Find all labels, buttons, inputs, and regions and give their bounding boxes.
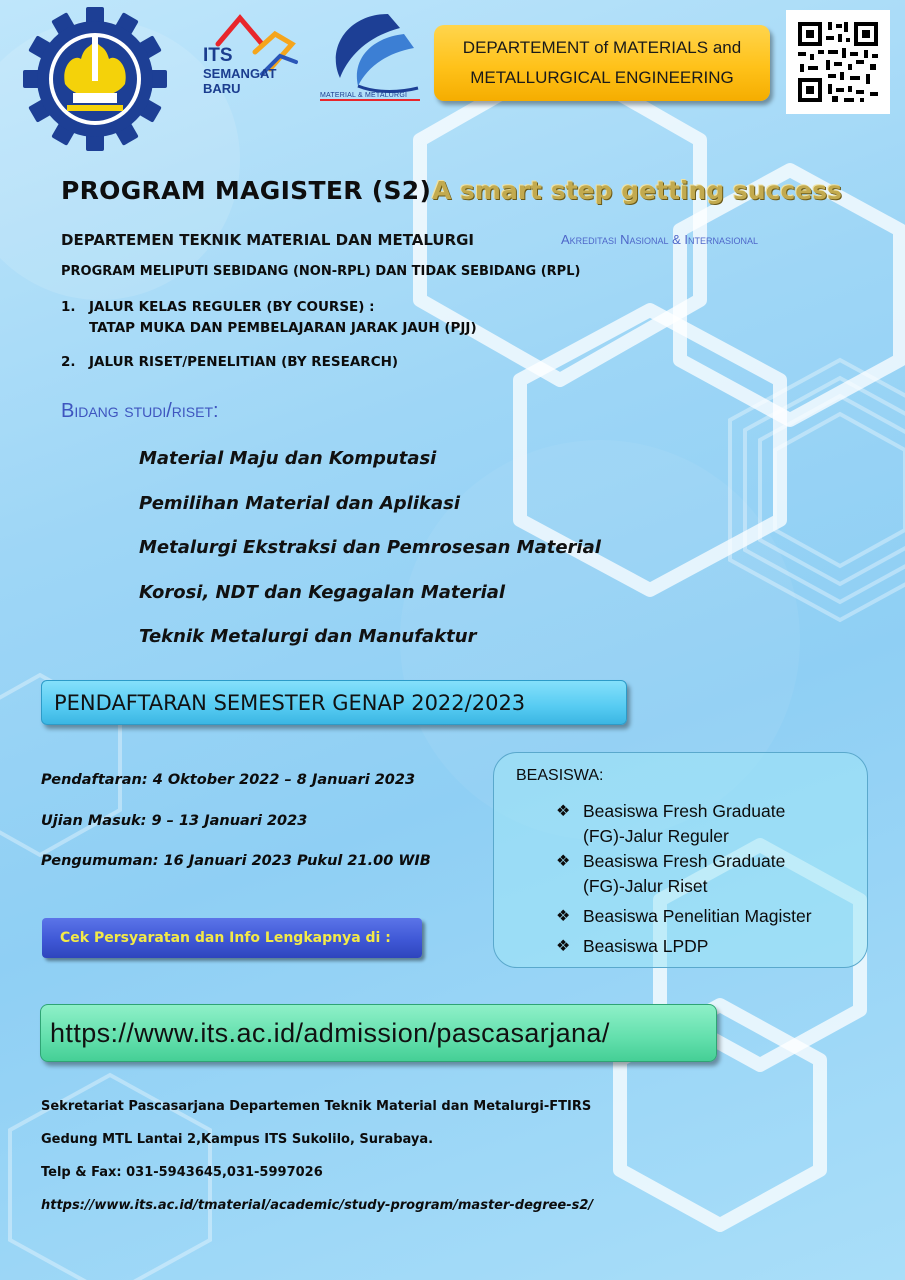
scholarship-item-line: (FG)-Jalur Riset xyxy=(583,876,708,896)
field-item: Metalurgi Ekstraksi dan Pemrosesan Material xyxy=(139,537,601,558)
program-title: PROGRAM MAGISTER (S2) xyxy=(61,176,432,205)
track-line: JALUR KELAS REGULER (BY COURSE) : xyxy=(89,299,375,315)
program-page-link[interactable]: https://www.its.ac.id/tmaterial/academic/study-program/master-degree-s2/ xyxy=(41,1198,594,1213)
baru-wordmark: BARU xyxy=(203,81,241,96)
track-line: JALUR RISET/PENELITIAN (BY RESEARCH) xyxy=(89,354,399,370)
scholarship-item xyxy=(556,799,812,849)
scholarship-item-line: Beasiswa LPDP xyxy=(583,936,709,956)
scholarship-item-line: (FG)-Jalur Reguler xyxy=(583,826,729,846)
department-banner xyxy=(434,25,770,101)
field-item: Pemilihan Material dan Aplikasi xyxy=(139,492,460,514)
diamond-bullet-icon: ❖ xyxy=(556,803,571,820)
track-list-item-2 xyxy=(61,354,398,370)
announcement-date: Pengumuman: 16 Januari 2023 Pukul 21.00 WIB xyxy=(41,853,431,869)
requirements-info-button[interactable]: Cek Persyaratan dan Info Lengkapnya di : xyxy=(42,918,422,958)
footer-contact xyxy=(41,1098,593,1230)
its-logo xyxy=(22,6,168,152)
its-semangat-text xyxy=(203,46,276,96)
fields-heading: Bidang studi/riset: xyxy=(61,400,219,422)
track-list-item-1 xyxy=(61,297,477,339)
scholarship-item-line: Beasiswa Fresh Graduate xyxy=(583,851,786,871)
its-wordmark: ITS xyxy=(203,45,233,66)
program-scope: PROGRAM MELIPUTI SEBIDANG (NON-RPL) DAN TIDAK SEBIDANG (RPL) xyxy=(61,264,581,279)
qr-code[interactable] xyxy=(786,10,890,114)
scholarship-item xyxy=(556,934,812,959)
track-subline: TATAP MUKA DAN PEMBELAJARAN JARAK JAUH (PJJ) xyxy=(89,320,477,336)
address-line: Gedung MTL Lantai 2,Kampus ITS Sukolilo, Surabaya. xyxy=(41,1132,434,1147)
accreditation-note: Akreditasi Nasional & Internasional xyxy=(561,232,759,247)
scholarship-item xyxy=(556,849,812,899)
department-name: DEPARTEMEN TEKNIK MATERIAL DAN METALURGI xyxy=(61,231,475,249)
diamond-bullet-icon: ❖ xyxy=(556,938,571,955)
material-metalurgi-caption: MATERIAL & METALURGI xyxy=(320,92,408,99)
phone-fax-line: Telp & Fax: 031-5943645,031-5997026 xyxy=(41,1165,323,1180)
scholarship-item-line: Beasiswa Penelitian Magister xyxy=(583,906,812,926)
scholarship-list xyxy=(556,799,812,959)
field-item: Korosi, NDT dan Kegagalan Material xyxy=(139,581,506,603)
scholarship-item-line: Beasiswa Fresh Graduate xyxy=(583,801,786,821)
diamond-bullet-icon: ❖ xyxy=(556,853,571,870)
registration-banner: PENDAFTARAN SEMESTER GENAP 2022/2023 xyxy=(41,680,627,725)
scholarship-item xyxy=(556,904,812,929)
diamond-bullet-icon: ❖ xyxy=(556,908,571,925)
material-metalurgi-logo xyxy=(318,8,422,104)
field-item: Material Maju dan Komputasi xyxy=(139,448,437,469)
registration-dates xyxy=(41,770,431,892)
department-banner-line1: DEPARTEMENT of MATERIALS and xyxy=(462,38,742,57)
scholarship-title: BEASISWA: xyxy=(516,767,604,784)
exam-date: Ujian Masuk: 9 – 13 Januari 2023 xyxy=(41,812,308,829)
tagline: A smart step getting success xyxy=(432,176,842,205)
secretariat-line: Sekretariat Pascasarjana Departemen Teknik Material dan Metalurgi-FTIRS xyxy=(41,1099,592,1114)
semangat-wordmark: SEMANGAT xyxy=(203,66,277,81)
fields-list xyxy=(139,444,601,667)
track-number: 1. xyxy=(61,299,76,315)
department-banner-line2: METALLURGICAL ENGINEERING xyxy=(470,68,734,87)
field-item: Teknik Metalurgi dan Manufaktur xyxy=(139,626,477,647)
registration-date: Pendaftaran: 4 Oktober 2022 – 8 Januari 2023 xyxy=(41,772,416,788)
admission-url-link[interactable]: https://www.its.ac.id/admission/pascasarjana/ xyxy=(40,1004,717,1062)
track-number: 2. xyxy=(61,354,76,370)
